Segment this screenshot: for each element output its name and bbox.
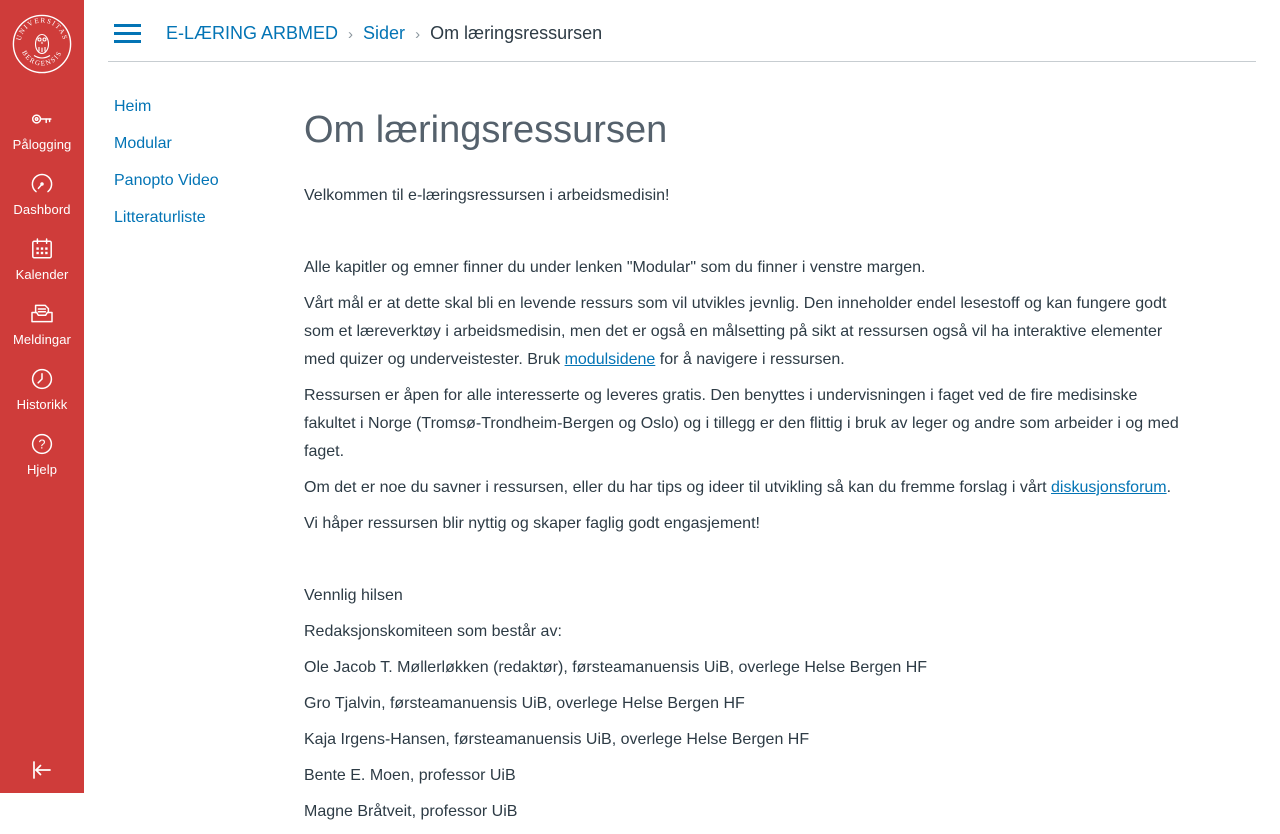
course-nav-heim[interactable]: Heim — [114, 98, 152, 115]
paragraph: Vårt mål er at dette skal bli en levende ressurs som vil utvikles jevnlig. Den inneholder endel lesestoff og kan fungere godt som et læreverktøy i arbeidsmedisin, men det er også en målsetting på sikt at ressursen også vil ha interaktive elementer med quizer og underveistester. Bruk modulsidene for å navigere i ressursen. — [304, 295, 1167, 368]
uib-logo[interactable] — [11, 13, 73, 75]
content-link-diskusjonsforum[interactable]: diskusjonsforum — [1051, 479, 1167, 496]
calendar-icon — [29, 236, 55, 262]
sidebar-item-label: Meldingar — [13, 332, 71, 347]
sidebar-item-dashbord[interactable] — [0, 161, 84, 226]
dashboard-icon — [29, 171, 55, 197]
sidebar-item-meldingar[interactable] — [0, 291, 84, 356]
key-icon — [29, 106, 55, 132]
course-nav — [84, 62, 304, 834]
paragraph: Alle kapitler og emner finner du under lenken "Modular" som du finner i venstre margen. — [304, 259, 926, 276]
paragraph: Vennlig hilsen — [304, 587, 403, 604]
hamburger-menu-button[interactable] — [114, 23, 141, 44]
sidebar-item-label: Kalender — [15, 267, 69, 282]
content-row — [84, 62, 1280, 834]
sidebar-item-hjelp[interactable] — [0, 421, 84, 486]
breadcrumb-separator: › — [415, 26, 421, 43]
breadcrumb-om-laeringsressursen: Om læringsressursen — [430, 23, 603, 43]
course-nav-litteraturliste[interactable]: Litteraturliste — [114, 209, 206, 226]
breadcrumb — [166, 23, 602, 44]
sidebar-item-label: Hjelp — [26, 462, 58, 477]
inbox-icon — [28, 301, 56, 327]
paragraph — [304, 546, 1179, 574]
owl-emblem — [34, 35, 50, 59]
paragraph: Velkommen til e-læringsressursen i arbeidsmedisin! — [304, 187, 670, 204]
breadcrumb-sider[interactable]: Sider — [363, 23, 406, 43]
paragraph: Redaksjonskomiteen som består av: — [304, 623, 562, 640]
paragraph: Ressursen er åpen for alle interesserte og leveres gratis. Den benyttes i undervisningen i faget ved de fire medisinske fakultet i Norge (Tromsø-Trondheim-Bergen og Oslo) og i tillegg er den flittig i bruk av leger og andre som arbeider i og med faget. — [304, 387, 1179, 460]
paragraph: Om det er noe du savner i ressursen, eller du har tips og ideer til utvikling så kan du fremme forslag i vårt diskusjonsforum. — [304, 479, 1172, 496]
breadcrumb-e-laering-arbmed[interactable]: E-LÆRING ARBMED — [166, 23, 339, 43]
sidebar-item-label: Dashbord — [13, 202, 71, 217]
paragraph: Vi håper ressursen blir nyttig og skaper faglig godt engasjement! — [304, 515, 760, 532]
collapse-sidebar-button[interactable] — [0, 751, 84, 789]
help-icon — [29, 431, 55, 457]
paragraph: Magne Bråtveit, professor UiB — [304, 803, 518, 820]
topbar — [84, 0, 1280, 61]
paragraph: Kaja Irgens-Hansen, førsteamanuensis UiB, overlege Helse Bergen HF — [304, 731, 810, 748]
sidebar-item-label: Historikk — [16, 397, 68, 412]
breadcrumb-separator: › — [348, 26, 354, 43]
page-body — [304, 182, 1179, 826]
paragraph: Gro Tjalvin, førsteamanuensis UiB, overlege Helse Bergen HF — [304, 695, 745, 712]
content-link-modulsidene[interactable]: modulsidene — [564, 351, 656, 368]
sidebar-item-palogging[interactable] — [0, 96, 84, 161]
sidebar-item-label: Pålogging — [12, 137, 72, 152]
paragraph — [304, 218, 1179, 246]
paragraph: Bente E. Moen, professor UiB — [304, 767, 516, 784]
clock-icon — [29, 366, 55, 392]
uib-seal-icon — [11, 13, 73, 75]
global-nav-sidebar — [0, 0, 84, 793]
svg-text:UNIVERSITAS: UNIVERSITAS — [14, 16, 70, 42]
page-title: Om læringsressursen — [304, 109, 668, 151]
svg-text:?: ? — [38, 437, 46, 452]
svg-text:BERGENSIS: BERGENSIS — [20, 49, 64, 68]
page-content — [304, 62, 1179, 834]
sidebar-item-kalender[interactable] — [0, 226, 84, 291]
course-nav-panopto-video[interactable]: Panopto Video — [114, 172, 219, 189]
collapse-left-icon — [27, 757, 57, 783]
main-area — [84, 0, 1280, 820]
paragraph: Ole Jacob T. Møllerløkken (redaktør), førsteamanuensis UiB, overlege Helse Bergen HF — [304, 659, 928, 676]
course-nav-modular[interactable]: Modular — [114, 135, 172, 152]
sidebar-item-historikk[interactable] — [0, 356, 84, 421]
hamburger-icon — [114, 23, 141, 44]
global-nav-items — [0, 96, 84, 486]
